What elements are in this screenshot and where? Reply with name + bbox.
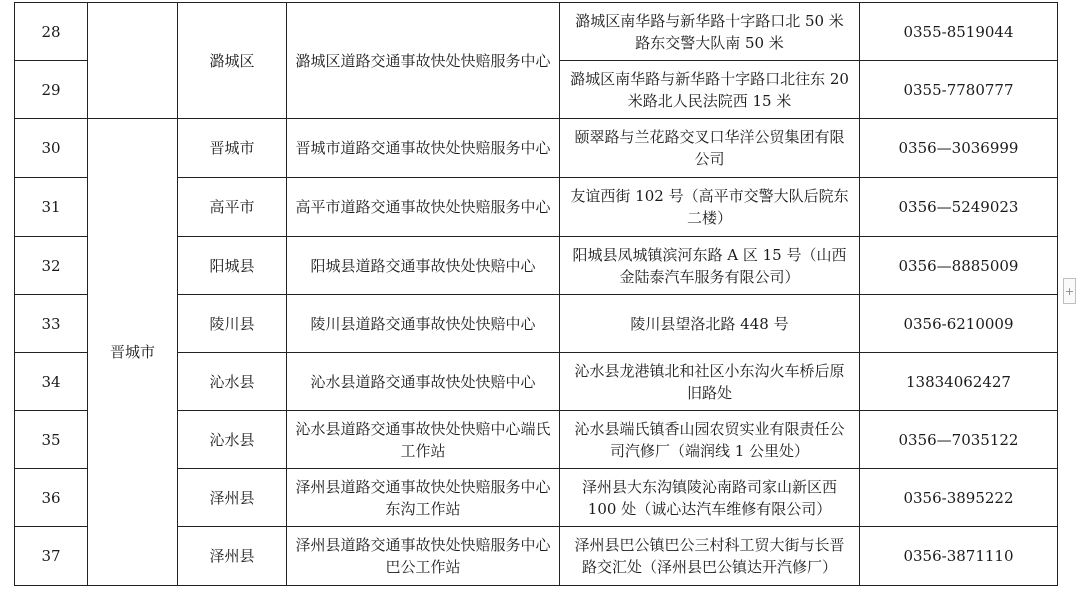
district-cell: 晋城市: [178, 119, 287, 178]
phone-cell: 0355-8519044: [860, 3, 1058, 61]
address-cell: 陵川县望洛北路 448 号: [560, 295, 860, 353]
center-name-cell: 泽州县道路交通事故快处快赔服务中心东沟工作站: [287, 469, 560, 527]
district-cell: 泽州县: [178, 527, 287, 586]
district-cell: 陵川县: [178, 295, 287, 353]
expand-plus-icon[interactable]: +: [1063, 278, 1076, 304]
district-cell: 阳城县: [178, 237, 287, 295]
phone-cell: 0356-3895222: [860, 469, 1058, 527]
center-name-cell: 高平市道路交通事故快处快赔服务中心: [287, 178, 560, 237]
phone-cell: 0356—5249023: [860, 178, 1058, 237]
address-cell: 友谊西街 102 号（高平市交警大队后院东二楼）: [560, 178, 860, 237]
district-cell: 高平市: [178, 178, 287, 237]
phone-cell: 0356—8885009: [860, 237, 1058, 295]
phone-cell: 0355-7780777: [860, 61, 1058, 119]
address-cell: 沁水县端氏镇香山园农贸实业有限责任公司汽修厂（端润线 1 公里处）: [560, 411, 860, 469]
row-number: 28: [15, 3, 88, 61]
row-number: 32: [15, 237, 88, 295]
phone-cell: 0356—7035122: [860, 411, 1058, 469]
address-cell: 泽州县大东沟镇陵沁南路司家山新区西 100 处（诚心达汽车维修有限公司）: [560, 469, 860, 527]
row-number: 35: [15, 411, 88, 469]
district-cell: 泽州县: [178, 469, 287, 527]
row-number: 33: [15, 295, 88, 353]
row-number: 29: [15, 61, 88, 119]
center-name-cell: 沁水县道路交通事故快处快赔中心端氏工作站: [287, 411, 560, 469]
row-number: 30: [15, 119, 88, 178]
center-name-cell: 沁水县道路交通事故快处快赔中心: [287, 353, 560, 411]
address-cell: 潞城区南华路与新华路十字路口北 50 米路东交警大队南 50 米: [560, 3, 860, 61]
address-cell: 阳城县凤城镇滨河东路 A 区 15 号（山西金陆泰汽车服务有限公司）: [560, 237, 860, 295]
center-name-cell: 潞城区道路交通事故快处快赔服务中心: [287, 3, 560, 119]
district-cell: 沁水县: [178, 411, 287, 469]
center-name-cell: 陵川县道路交通事故快处快赔中心: [287, 295, 560, 353]
address-cell: 泽州县巴公镇巴公三村科工贸大街与长晋路交汇处（泽州县巴公镇达开汽修厂）: [560, 527, 860, 586]
row-number: 31: [15, 178, 88, 237]
row-number: 34: [15, 353, 88, 411]
phone-cell: 13834062427: [860, 353, 1058, 411]
address-cell: 沁水县龙港镇北和社区小东沟火车桥后原旧路处: [560, 353, 860, 411]
table-row: [15, 119, 1058, 178]
district-cell: 沁水县: [178, 353, 287, 411]
district-cell: 潞城区: [178, 3, 287, 119]
address-cell: 潞城区南华路与新华路十字路口北往东 20 米路北人民法院西 15 米: [560, 61, 860, 119]
phone-cell: 0356—3036999: [860, 119, 1058, 178]
address-cell: 颐翠路与兰花路交叉口华洋公贸集团有限公司: [560, 119, 860, 178]
city-cell-empty: [88, 3, 178, 119]
center-name-cell: 泽州县道路交通事故快处快赔服务中心巴公工作站: [287, 527, 560, 586]
row-number: 36: [15, 469, 88, 527]
phone-cell: 0356-6210009: [860, 295, 1058, 353]
center-name-cell: 晋城市道路交通事故快处快赔服务中心: [287, 119, 560, 178]
center-name-cell: 阳城县道路交通事故快处快赔中心: [287, 237, 560, 295]
city-group-cell: 晋城市: [88, 119, 178, 586]
service-center-table: [14, 2, 1058, 586]
table-row: [15, 3, 1058, 61]
phone-cell: 0356-3871110: [860, 527, 1058, 586]
row-number: 37: [15, 527, 88, 586]
